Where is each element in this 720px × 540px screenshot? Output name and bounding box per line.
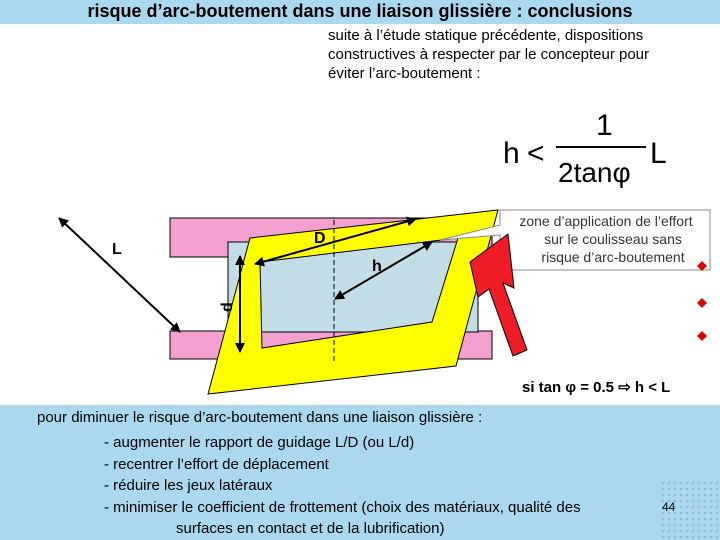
bullet-icon (697, 298, 707, 308)
list-item: - minimiser le coefficient de frottement (choix des matériaux, qualité des (104, 498, 581, 516)
conclusion-lead: pour diminuer le risque d’arc-boutement dans une liaison glissière : (37, 409, 483, 426)
intro-text (328, 26, 718, 83)
title-bar (0, 0, 720, 24)
formula-rhs: L (650, 137, 667, 170)
conclusion-list (104, 432, 581, 540)
formula-operator: < (527, 137, 545, 170)
label-D: D (314, 230, 326, 247)
list-item: - réduire les jeux latéraux (104, 477, 273, 494)
dimension-L (59, 218, 180, 332)
formula-denominator: 2tanφ (558, 157, 631, 188)
label-d: d (219, 302, 236, 312)
formula-lhs: h (503, 137, 520, 170)
list-item: - recentrer l’effort de déplacement (104, 455, 329, 473)
callout-line: sur le coulisseau sans (544, 231, 682, 247)
glissiere-diagram (0, 95, 720, 405)
page-number: 44 (662, 500, 676, 514)
label-L: L (112, 241, 122, 258)
tan-condition: si tan φ = 0.5 ⇨ h < L (522, 379, 671, 396)
callout-line: risque d’arc-boutement (541, 249, 685, 265)
list-item: - augmenter le rapport de guidage L/D (ou L/d) (104, 434, 415, 451)
label-h: h (372, 258, 382, 275)
intro-line: suite à l’étude statique précédente, dispositions (328, 27, 644, 44)
formula-numerator: 1 (596, 109, 613, 142)
list-item-continuation: surfaces en contact et de la lubrification) (176, 520, 445, 537)
bullet-icon (697, 331, 707, 341)
callout-line: zone d’application de l’effort (519, 213, 693, 229)
formula (503, 109, 667, 188)
page-title: risque d’arc-boutement dans une liaison glissière : conclusions (87, 1, 633, 21)
intro-line: éviter l’arc-boutement : (328, 65, 481, 82)
intro-line: constructives à respecter par le concepteur pour (328, 46, 649, 63)
